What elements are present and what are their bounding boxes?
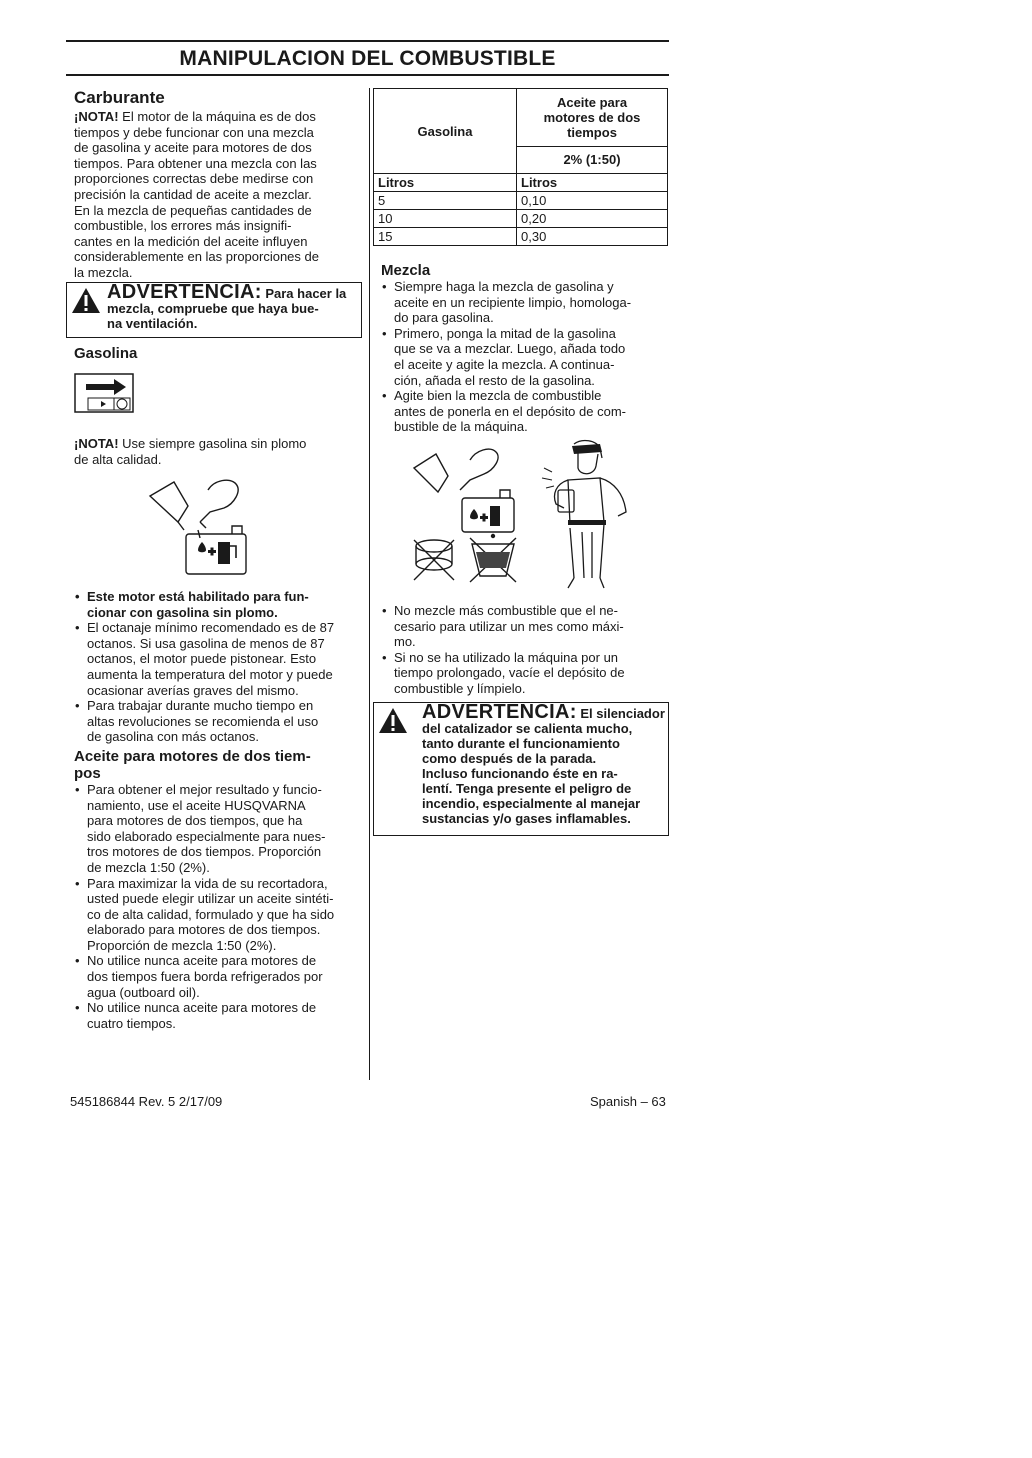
table-ratio-cell: 2% (1:50) [517, 146, 668, 173]
nota-label: ¡NOTA! [74, 109, 119, 124]
footer-page-number: Spanish – 63 [590, 1094, 666, 1109]
warning-line: lentí. Tenga presente el peligro de [422, 781, 632, 796]
list-line: Si no se ha utilizado la máquina por un [394, 649, 619, 665]
nota-line: combustible, los errores más insignifi- [74, 218, 292, 234]
list-line: mo. [394, 634, 416, 650]
table-row [374, 228, 668, 246]
list-line: altas revoluciones se recomienda el uso [87, 713, 319, 729]
list-line: El octanaje mínimo recomendado es de 87 [87, 620, 335, 636]
list-line: bustible de la máquina. [394, 419, 528, 435]
list-item [381, 603, 666, 650]
list-line: Para maximizar la vida de su recortadora, [87, 875, 328, 891]
list-line: Primero, ponga la mitad de la gasolina [394, 325, 616, 341]
table-row [374, 192, 668, 210]
list-line: tiempo prolongado, vacíe el depósito de [394, 665, 625, 681]
list-line: do para gasolina. [394, 310, 494, 326]
warning-line: sustancias y/o gases inflamables. [422, 811, 631, 826]
warning-triangle-icon [71, 287, 101, 314]
list-line: aumenta la temperatura del motor y puede [87, 666, 333, 682]
aceite-heading-line: Aceite para motores de dos tiem- [74, 747, 311, 765]
list-line: Proporción de mezcla 1:50 (2%). [87, 937, 277, 953]
list-item [381, 388, 666, 435]
nota-line: En la mezcla de pequeñas cantidades de [74, 202, 312, 218]
list-item [381, 650, 666, 697]
nota-line: tiempos. Para obtener una mezcla con las [74, 155, 317, 171]
list-line: octanos. Si usa gasolina de menos de 87 [87, 635, 325, 651]
warning-label: ADVERTENCIA: [422, 701, 577, 723]
list-line: No mezcle más combustible que el ne- [394, 603, 618, 618]
gasolina-heading: Gasolina [74, 345, 138, 362]
list-line: Este motor está habilitado para fun- [87, 589, 309, 604]
warning-box-catalyst-muffler [373, 702, 669, 836]
table-cell: 0,10 [517, 192, 668, 210]
warning-triangle-icon [378, 707, 408, 734]
list-line: Siempre haga la mezcla de gasolina y [394, 279, 614, 294]
list-line: Para trabajar durante mucho tiempo en [87, 698, 314, 714]
list-line: co de alta calidad, formulado y que ha sido [87, 906, 335, 922]
list-line: Agite bien la mezcla de combustible [394, 388, 602, 404]
nota-gasolina [74, 436, 356, 467]
list-item [74, 1000, 356, 1031]
warning-line: Para hacer la [265, 286, 347, 301]
list-line: cuatro tiempos. [87, 1015, 176, 1031]
list-line: No utilice nunca aceite para motores de [87, 1000, 317, 1016]
list-item [74, 782, 356, 876]
storage-section [381, 603, 666, 697]
list-item [381, 326, 666, 388]
list-item [74, 876, 356, 954]
table-cell: 15 [374, 228, 517, 246]
list-line: No utilice nunca aceite para motores de [87, 953, 317, 969]
list-item [74, 698, 356, 745]
table-cell: 0,30 [517, 228, 668, 246]
table-unit-cell: Litros [517, 174, 668, 192]
warning-line: tanto durante el funcionamiento [422, 736, 620, 751]
list-item [74, 620, 356, 698]
warning-label: ADVERTENCIA: [107, 281, 262, 303]
list-line: usted puede elegir utilizar un aceite sintéti- [87, 891, 334, 907]
aceite-heading-line: pos [74, 764, 101, 782]
operator-shaking-can-illustration [538, 438, 638, 594]
list-line: para motores de dos tiempos, que ha [87, 813, 303, 829]
list-line: de mezcla 1:50 (2%). [87, 859, 210, 875]
mezcla-heading: Mezcla [381, 262, 431, 279]
mixing-ratio-table [373, 88, 668, 246]
list-line: combustible y límpielo. [394, 680, 526, 696]
list-line: tros motores de dos tiempos. Proporción [87, 844, 322, 860]
gasolina-section [74, 345, 356, 362]
list-line: de gasolina con más octanos. [87, 729, 259, 745]
fuel-can-mixing-illustration [148, 478, 250, 580]
list-line: cionar con gasolina sin plomo. [87, 604, 278, 620]
nota-line: precisión la cantidad de aceite a mezclar. [74, 186, 312, 202]
table-row [374, 210, 668, 228]
table-header-gasolina [374, 89, 517, 174]
nota-line: tiempos y debe funcionar con una mezcla [74, 124, 314, 140]
footer-doc-number: 545186844 Rev. 5 2/17/09 [70, 1094, 223, 1109]
column-divider [369, 88, 370, 1080]
list-line: elaborado para motores de dos tiempos. [87, 922, 321, 938]
table-header-text: Gasolina [417, 123, 473, 139]
list-line: que se va a mezclar. Luego, añada todo [394, 341, 626, 357]
list-line: dos tiempos fuera borda refrigerados por [87, 969, 323, 985]
nota-line: Use siempre gasolina sin plomo [122, 436, 307, 451]
nota-line: de alta calidad. [74, 451, 162, 467]
warning-line: del catalizador se calienta mucho, [422, 721, 633, 736]
table-cell: 0,20 [517, 210, 668, 228]
nota-carburante [74, 109, 356, 281]
table-header-line: Aceite para [556, 94, 628, 110]
list-line: agua (outboard oil). [87, 984, 200, 1000]
header-top-rule [66, 40, 669, 42]
table-header-line: motores de dos [543, 109, 641, 125]
list-line: octanos, el motor puede pistonear. Esto [87, 651, 317, 667]
list-line: antes de ponerla en el depósito de com- [394, 403, 626, 419]
unleaded-fuel-symbol-icon [74, 373, 134, 413]
list-line: aceite en un recipiente limpio, homologa- [394, 294, 632, 310]
page-title: MANIPULACION DEL COMBUSTIBLE [179, 47, 556, 70]
fuel-can-and-containers-illustration [410, 440, 526, 590]
carburante-heading: Carburante [74, 88, 165, 107]
mezcla-section [381, 262, 666, 435]
warning-line: como después de la parada. [422, 751, 597, 766]
header-bottom-rule [66, 74, 669, 76]
nota-line: considerablemente en las proporciones de [74, 249, 319, 265]
list-line: ción, añada el resto de la gasolina. [394, 372, 595, 388]
table-unit-cell: Litros [374, 174, 517, 192]
list-line: Para obtener el mejor resultado y funcio- [87, 781, 322, 797]
nota-line: El motor de la máquina es de dos [122, 109, 316, 124]
warning-text [107, 281, 361, 331]
list-line: namiento, use el aceite HUSQVARNA [87, 797, 306, 813]
nota-line: de gasolina y aceite para motores de dos [74, 140, 312, 156]
gasolina-bullets [74, 589, 356, 1031]
list-item [74, 953, 356, 1000]
table-cell: 10 [374, 210, 517, 228]
list-item [381, 279, 666, 326]
table-header-aceite [517, 89, 668, 147]
warning-line: na ventilación. [107, 316, 198, 331]
nota-line: cantes en la medición del aceite influyen [74, 233, 308, 249]
aceite-heading [74, 748, 356, 782]
list-line: sido elaborado especialmente para nues- [87, 828, 326, 844]
warning-box-ventilation [66, 282, 362, 338]
left-column [74, 88, 356, 281]
warning-line: El silenciador [580, 706, 665, 721]
warning-line: mezcla, compruebe que haya bue- [107, 301, 319, 316]
list-item [74, 589, 356, 620]
table-cell: 5 [374, 192, 517, 210]
list-line: el aceite y agite la mezcla. A continua- [394, 356, 615, 372]
list-line: cesario para utilizar un mes como máxi- [394, 618, 624, 634]
nota-line: la mezcla. [74, 264, 133, 280]
warning-line: Incluso funcionando éste en ra- [422, 766, 618, 781]
list-line: ocasionar averías graves del mismo. [87, 682, 299, 698]
warning-text [422, 701, 668, 826]
nota-label: ¡NOTA! [74, 436, 119, 451]
nota-line: proporciones correctas debe medirse con [74, 171, 314, 187]
table-header-line: tiempos [567, 124, 617, 140]
warning-line: incendio, especialmente al manejar [422, 796, 641, 811]
